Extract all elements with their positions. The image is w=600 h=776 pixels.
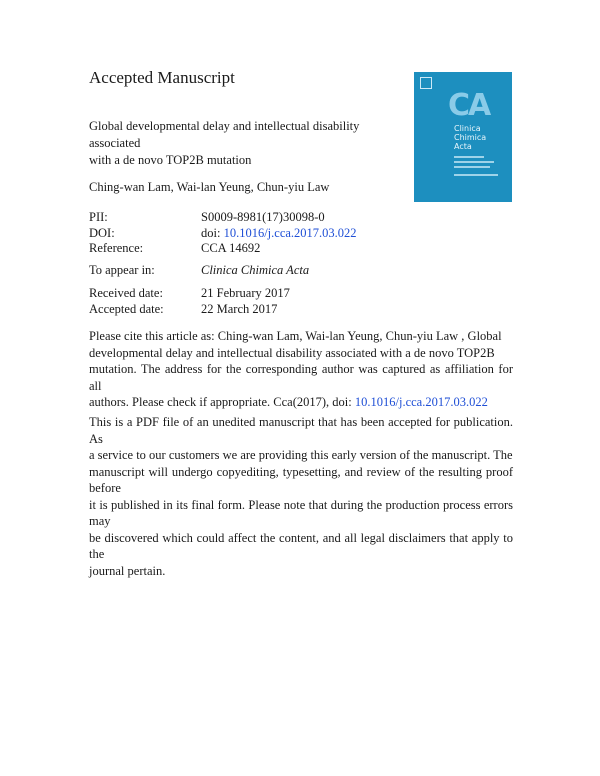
author-list: Ching-wan Lam, Wai-lan Yeung, Chun-yiu Law xyxy=(89,180,330,194)
publisher-logo-icon xyxy=(420,77,432,89)
reference-value: CCA 14692 xyxy=(201,241,261,255)
disclaimer-line: journal pertain. xyxy=(89,563,166,578)
cover-title-line: Chimica xyxy=(454,133,487,142)
disclaimer-line: This is a PDF file of an unedited manuscript that has been accepted for publication. As xyxy=(89,415,513,446)
cover-title-line: Acta xyxy=(454,142,472,151)
page-heading: Accepted Manuscript xyxy=(89,68,235,87)
accepted-value: 22 March 2017 xyxy=(201,302,278,316)
citation-line: Please cite this article as: Ching-wan Lam, Wai-lan Yeung, Chun-yiu Law , Global xyxy=(89,329,502,343)
pii-label: PII: xyxy=(89,210,108,224)
disclaimer-line: be discovered which could affect the content, and all legal disclaimers that apply to the xyxy=(89,530,513,561)
citation-text: authors. Please check if appropriate. Cca(2017), doi: xyxy=(89,395,352,409)
disclaimer-line: it is published in its final form. Please note that during the production process errors may xyxy=(89,497,513,528)
cover-fine-print xyxy=(454,161,494,163)
cover-fine-print xyxy=(454,166,490,168)
cover-journal-title xyxy=(454,124,486,151)
title-line: Global developmental delay and intellectual disability associated xyxy=(89,119,360,150)
cover-fine-print xyxy=(454,156,484,158)
citation-doi-link[interactable]: 10.1016/j.cca.2017.03.022 xyxy=(354,395,488,409)
citation-paragraph xyxy=(89,328,513,411)
disclaimer-line: a service to our customers we are providing this early version of the manuscript. The xyxy=(89,448,513,462)
cover-fine-print xyxy=(454,174,498,176)
received-label: Received date: xyxy=(89,286,163,300)
disclaimer-line: manuscript will undergo copyediting, typesetting, and review of the resulting proof before xyxy=(89,464,513,495)
appear-label: To appear in: xyxy=(89,263,155,277)
citation-line: developmental delay and intellectual disability associated with a de novo TOP2B xyxy=(89,345,495,360)
cover-title-line: Clinica xyxy=(454,124,481,133)
title-line: with a de novo TOP2B mutation xyxy=(89,153,252,167)
reference-label: Reference: xyxy=(89,241,144,255)
journal-cover-image xyxy=(414,72,512,202)
journal-logo: CA xyxy=(448,88,490,123)
disclaimer-paragraph xyxy=(89,414,513,579)
citation-line: mutation. The address for the corresponding author was captured as affiliation for all xyxy=(89,362,513,393)
received-value: 21 February 2017 xyxy=(201,286,290,300)
doi-value xyxy=(201,226,357,241)
article-title xyxy=(89,118,409,169)
accepted-label: Accepted date: xyxy=(89,302,164,316)
doi-link[interactable]: 10.1016/j.cca.2017.03.022 xyxy=(223,226,357,240)
doi-prefix: doi: xyxy=(201,226,221,240)
appear-value: Clinica Chimica Acta xyxy=(201,263,310,277)
doi-label: DOI: xyxy=(89,226,115,240)
citation-line xyxy=(89,394,513,411)
pii-value: S0009-8981(17)30098-0 xyxy=(201,210,325,224)
